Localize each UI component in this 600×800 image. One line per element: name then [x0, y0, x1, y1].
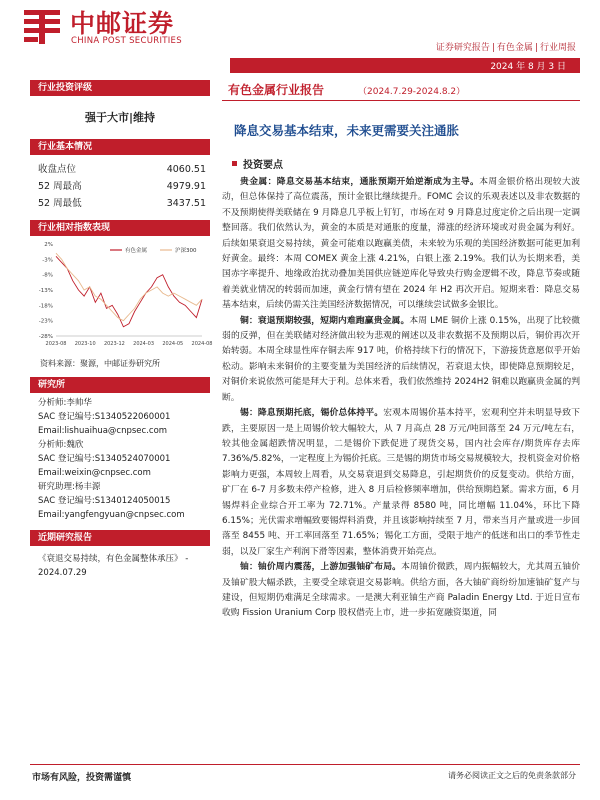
chart-header: 行业相对指数表现	[30, 220, 210, 236]
analyst-line: SAC 登记编号:S1340124050015	[38, 496, 171, 506]
bullet-square-icon	[232, 161, 237, 166]
basic-info-header: 行业基本情况	[30, 139, 210, 155]
paragraph-uranium	[222, 560, 580, 622]
breadcrumb	[436, 40, 576, 53]
breadcrumb-item: 证券研究报告	[435, 43, 490, 53]
main-content	[222, 80, 580, 622]
paragraph-tin	[222, 406, 580, 560]
recent-report-link[interactable]: 《衰退交易持续，有色金属整体承压》 - 2024.07.29	[38, 554, 189, 578]
paragraph-body: 本周金银价格出现较大波动，但总体保持了高位震荡，预计金银比继续提升。FOMC 会议的乐观表述以及非农数据的不及预期使得美联储在 9 月降息几乎板上钉钉，市场在对 9 月降息过度定价之后出现一定调整回落。我们依然认为，黄金的本质是对通胀的度量，滞涨的经济环境或对贵金属为利好。后续如果衰退交易持续，黄金可能难以跑赢美债，未来较为乐观的美国经济数据可能更加利好黄金。最终：本周 COMEX 黄金上涨 4.21%，白银上涨 2.19%。我们认为长期来看，美国赤字率提升、地缘政治扰动叠加美国供应链逆库化导致央行购金逻辑不改，降息节奏或随着美就业情况的转弱而加速，黄金行情有望在 2024 年 H2 再次开启。短期来看：降息交易基本结束，后续仍需关注美国经济数据情况，可以继续尝试做多金银比。	[222, 177, 580, 311]
risk-warning: 市场有风险，投资需谨慎	[32, 773, 132, 783]
series-line-0	[56, 256, 202, 327]
logo-en-text: CHINA POST SECURITIES	[71, 36, 182, 46]
breadcrumb-sep: |	[534, 43, 538, 53]
paragraph-body: 本周铀价微跌，周内振幅较大，尤其周五铀价及铀矿股大幅杀跌，主要受全球衰退交易影响。供给方面，各大铀矿商纷纷加速铀矿复产与建设，但短期仍难满足全球需求。一是澳大利亚铀生产商 Paladin Energy Ltd. 于近日宣布收购 Fission Uranium Corp 股权借壳上市，进一步拓宽融资渠道，同	[222, 562, 580, 619]
x-tick-label: 2024-05	[162, 341, 184, 347]
stat-label: 52 周最高	[38, 181, 82, 192]
paragraph-lead: 铀：铀价周内震荡，上游加强铀矿布局。	[240, 562, 402, 573]
footer-divider	[30, 764, 580, 765]
left-sidebar	[30, 80, 213, 580]
y-tick-label: -13%	[38, 288, 53, 294]
stat-row	[30, 178, 210, 195]
analyst-line: SAC 登记编号:S1340524070001	[38, 454, 171, 464]
recent-reports-header: 近期研究报告	[30, 530, 210, 546]
stat-label: 收盘点位	[38, 164, 77, 175]
analyst-email[interactable]: Email:weixin@cnpsec.com	[38, 468, 151, 478]
industry-rating: 强于大市|维持	[84, 111, 156, 124]
y-tick-label: -23%	[38, 318, 53, 325]
stat-value: 4060.51	[166, 164, 206, 175]
key-points-header	[232, 156, 580, 171]
title-divider	[222, 100, 580, 101]
breadcrumb-item: 行业周报	[539, 43, 576, 53]
x-tick-label: 2023-08	[45, 341, 67, 347]
paragraph-lead: 铜：衰退预期较强，短期内难跑赢贵金属。	[240, 315, 410, 326]
research-header: 研究所	[30, 377, 210, 393]
date-bar	[230, 58, 580, 73]
report-main-title: 降息交易基本结束，未来更需要关注通胀	[234, 123, 460, 138]
stat-row	[30, 195, 210, 212]
analyst-line: SAC 登记编号:S1340522060001	[38, 412, 171, 422]
report-date: 2024 年 8 月 3 日	[490, 62, 566, 72]
x-tick-label: 2024-03	[133, 341, 155, 347]
series-line-1	[56, 253, 202, 321]
y-tick-label: -28%	[38, 334, 53, 340]
section-title: 有色金属行业报告	[228, 83, 325, 97]
stat-value: 3437.51	[166, 198, 206, 209]
disclaimer-note: 请务必阅读正文之后的免责条款部分	[448, 771, 576, 780]
stat-label: 52 周最低	[38, 198, 82, 209]
stat-value: 4979.91	[166, 181, 206, 192]
relative-index-chart	[30, 238, 213, 353]
logo-cn-text: 中邮证券	[70, 9, 175, 38]
y-tick-label: -3%	[42, 257, 53, 264]
legend-label: 有色金属	[125, 248, 148, 254]
x-tick-label: 2024-08	[191, 341, 213, 347]
x-tick-label: 2023-10	[74, 341, 96, 347]
date-range: （2024.7.29-2024.8.2）	[358, 87, 466, 97]
paragraph-lead: 贵金属：降息交易基本结束，通胀预期开始逆渐成为主导。	[240, 177, 480, 187]
analyst-line: 分析师:李帅华	[38, 398, 92, 408]
analyst-email[interactable]: Email:yangfengyuan@cnpsec.com	[38, 510, 185, 520]
company-logo	[22, 4, 222, 50]
analyst-email[interactable]: Email:lishuaihua@cnpsec.com	[38, 426, 168, 436]
y-tick-label: 2%	[44, 242, 53, 248]
key-points-label: 投资要点	[243, 160, 283, 171]
paragraph-precious-metals	[222, 175, 580, 314]
section-title-bar	[222, 80, 580, 99]
analyst-line: 分析师:魏欣	[38, 440, 84, 450]
y-tick-label: -18%	[38, 303, 53, 310]
paragraph-body: 宏观本周锡价基本持平，宏观利空并未明显导致下跌，主要原因一是上周锡价较大幅较大，从 7 月高点 28 万元/吨回落至 24 万元/吨左右，较其他金属超跌情况明显，二是锡价下跌促进了现货交易，国内社会库存/期货库存去库 7.36%/5.82%，一定程度上为锡价托底。三是锡的期货市场交易规模较大，投机资金对价格影响力更强，本周较上周看，从交易衰退到交易降息，引起期货价的反复变动。供给方面，矿厂在 6-7 月多数未停产检修，进入 8 月后检修频率增加，供给预期趋紧。需求方面，6 月锡焊料企业综合开工率为 72.71%。产量录得 8580 吨，同比增幅 11.04%，环比下降 6.15%；光伏需求增幅致要锡焊料消费，并且该影响持续至 7 月，带来当月产量或进一步回落至 8455 吨、开工率回落至 71.65%；锡化工方面，受限于地产的低迷和出口的季节性走弱，以及厂家生产利润下滑等因素，整体消费开始亮点。	[222, 408, 580, 557]
stat-row	[30, 161, 210, 178]
paragraph-copper	[222, 314, 580, 406]
rating-header: 行业投资评级	[30, 80, 210, 96]
y-tick-label: -8%	[42, 272, 53, 279]
paragraph-body: 本周 LME 铜价上涨 0.15%，出现了比较微弱的反弹，但在美联储对经济做出较为悲观的阐述以及非农数据不及预期以后，铜价再次开始转弱。本周全球显性库存铜去库 917 吨，价格持续下行的情况下，下游接货意愿似乎开始松动。影响未来铜价的主要变量为美国经济的后续情况，若衰退太快，即使降息预期较足，对铜价来说依然可能是拜大于利。总体来看，我们依然维持 2024H2 铜难以跑赢贵金属的判断。	[222, 315, 580, 403]
legend-label: 沪深300	[175, 248, 197, 254]
chart-source: 资料来源：聚源，中邮证券研究所	[40, 359, 160, 368]
index-line-chart	[30, 238, 213, 353]
x-tick-label: 2023-12	[103, 341, 125, 347]
breadcrumb-item: 有色金属	[496, 43, 533, 53]
china-post-logo-icon	[22, 6, 62, 46]
breadcrumb-sep: |	[491, 43, 495, 53]
paragraph-lead: 锡：降息预期托底，锡价总体持平。	[240, 408, 384, 419]
analyst-line: 研究助理:杨丰源	[38, 482, 101, 492]
